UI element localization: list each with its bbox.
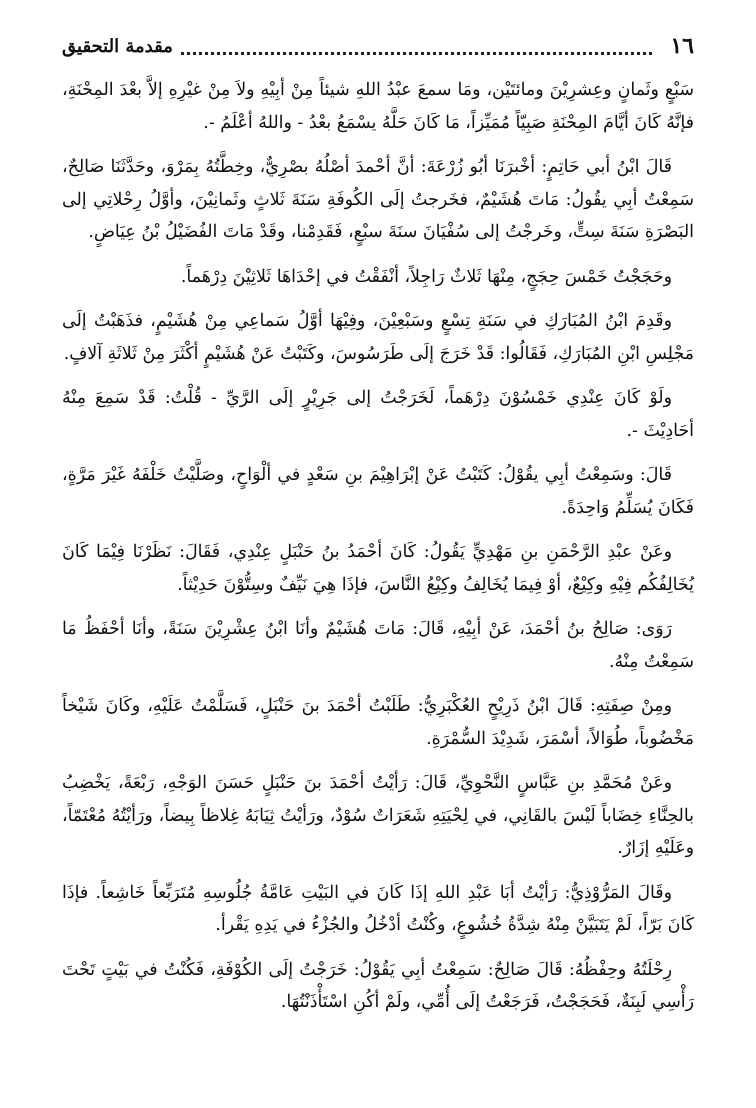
paragraph: سَبْعٍ وثَمانٍ وعِشرِيْنَ ومائتَيْن، ومَا سمعَ عبْدُ اللهِ شيئاً مِنْ أبِيْهِ ولاَ مِنْ غيْرِهِ إلاَّ بعْدَ المِحْنَةِ، فإنَّهُ كَانَ أيَّامَ المِحْنَةِ صَبِيّاً مُمَيِّزاً، مَا كَانَ حَلَّهُ يسْمَعُ بعْدُ - واللهُ أعْلَمُ -. (62, 80, 694, 133)
paragraph: قَالَ: وسَمِعْتُ أبِي يقُوْلُ: كَتَبْتُ عَنْ إبْرَاهِيْمَ بنِ سَعْدٍ في ألْوَاحٍ، وصَلَّيْتُ خَلْفَهُ غَيْرَ مَرَّةٍ، فَكَانَ يُسَلِّمُ وَاحِدَةً. (62, 465, 694, 518)
paragraph: رَوَى: صَالِحُ بنُ أحْمَدَ، عَنْ أبِيْهِ، قَالَ: مَاتَ هُشَيْمٌ وأنَا ابْنُ عِشْرِيْنَ سَنَةً، وأنَا أحْفَظُ مَا سَمِعْتُ مِنْهُ. (62, 619, 694, 672)
page-header (62, 28, 694, 64)
paragraph: وقَالَ المَرُّوْذِيُّ: رَأيْتُ أبَا عَبْدِ اللهِ إذَا كَانَ في البَيْتِ عَامَّةُ جُلُوسِهِ مُتَرَبِّعاً خَاشِعاً. فإذَا كَانَ بَرّاً، لَمْ يَتَبَيَّنْ مِنْهُ شِدَّةُ خُشُوعٍ، وكُنْتُ أدْخُلُ والجُزْءُ في يَدِهِ يَقْرأ. (62, 882, 694, 935)
paragraph: ومِنْ صِفَتِهِ: قَالَ ابْنُ ذَرِيْحٍ العُكْبَرِيُّ: طَلَبْتُ أحْمَدَ بنَ حَنْبَلٍ، فَسَلَّمْتُ عَلَيْهِ، وكَانَ شَيْخاً مَخْضُوباً، طُوَالاً، أسْمَرَ، شَدِيْدَ السُّمْرَةِ. (62, 696, 694, 749)
paragraph: ولَوْ كَانَ عِنْدِي خَمْسُوْنَ دِرْهَماً، لَخَرَجْتُ إلى جَرِيْرٍ إلَى الرَّيِّ - قُلْتُ: قَدْ سَمِعَ مِنْهُ أحَادِيْثَ -. (62, 388, 694, 441)
paragraph: وعَنْ عبْدِ الرَّحْمَنِ بنِ مَهْدِيٍّ يَقُولُ: كَانَ أحْمَدُ بنُ حَنْبَلٍ عِنْدِي، فَقَالَ: نَظَرْنَا فِيْمَا كَانَ يُخَالِفُكُم فِيْهِ وكِيْعٌ، أوْ فِيمَا يُخَالِفُ وكِيْعُ النَّاسَ، فإذَا هِيَ نَيِّفٌ وسِتُّوْنَ حَدِيْثاً. (62, 542, 694, 595)
paragraph: قَالَ ابْنُ أبي حَاتِمٍ: أخْبرَنَا أبُو زُرْعَةَ: أنَّ أحْمدَ أصْلُهُ بصْرِيٌّ، وخِطَّتُهُ بِمَرْوَ، وحَدَّثَنَا صَالِحٌ، سَمِعْتُ أبِي يقُولُ: مَاتَ هُشَيْمٌ، فخَرجتُ إلَى الكُوفَةِ سَنَةَ ثَلاثٍ وثَمانِيْنَ، وأوَّلُ رِحْلاتِي إلى البَصْرَةِ سَنَةَ سِتٍّ، وخَرجْتُ إلى سُفْيَانَ سنَةَ سبْعٍ، فَقَدِمْنا، وقَدْ مَاتَ الفُضَيْلُ بْنُ عِيَاضٍ. (62, 157, 694, 242)
running-title: مقدمة التحقيق (62, 35, 173, 57)
paragraph: وعَنْ مُحَمَّدِ بنِ عَبَّاسٍ النَّحْوِيِّ، قَالَ: رَأيْتُ أحْمَدَ بنَ حَنْبَلٍ حَسَنَ الوَجْهِ، رَبْعَةً، يَخْضِبُ بالحِنَّاءِ خِضَاباً لَيْسَ بالقَانِي، في لِحْيَتِهِ شَعَرَاتٌ سُوْدٌ، ورَأيْتُ ثِيَابَهُ غِلاظاً بِيضاً، ورَأيْتُهُ مُعْتَمّاً، وعَلَيْهِ إزَارٌ. (62, 773, 694, 858)
paragraph: وحَجَجْتُ خَمْسَ حِجَجٍ، مِنْهَا ثَلاثٌ رَاجِلاً، أنْفَقْتُ في إحْدَاهَا ثَلاثِيْنَ دِرْهَماً. (180, 266, 672, 287)
page-body (62, 74, 694, 1031)
paragraph: وقَدِمَ ابْنُ المُبَارَكِ في سَنَةِ تِسْعٍ وسَبْعِيْنَ، وفِيْهَا أوَّلُ سَماعِي مِنْ هُشَيْمٍ، فذَهَبْتُ إلَى مَجْلِسِ ابْنِ المُبَارَكِ، فَقَالُوا: قَدْ خَرَجَ إلَى طَرَسُوسَ، وكَتَبْتُ عَنْ هُشَيْمٍ أكْثَرَ مِنْ ثَلاثَةِ آلافٍ. (62, 311, 694, 364)
page-number: ١٦ (670, 33, 694, 59)
dotted-leader (181, 52, 653, 55)
paragraph: رِحْلَتُهُ وحِفْظُهُ: قَالَ صَالِحٌ: سَمِعْتُ أبِي يَقُوْلُ: خَرَجْتُ إلَى الكُوْفَةِ، فَكُنْتُ في بَيْتٍ تَحْتَ رَأْسِي لَبِنَةٌ، فَحَجَجْتُ، فَرَجَعْتُ إلَى أُمِّي، ولَمْ أكُنِ اسْتَأْذَنْتُهَا. (62, 959, 694, 1012)
